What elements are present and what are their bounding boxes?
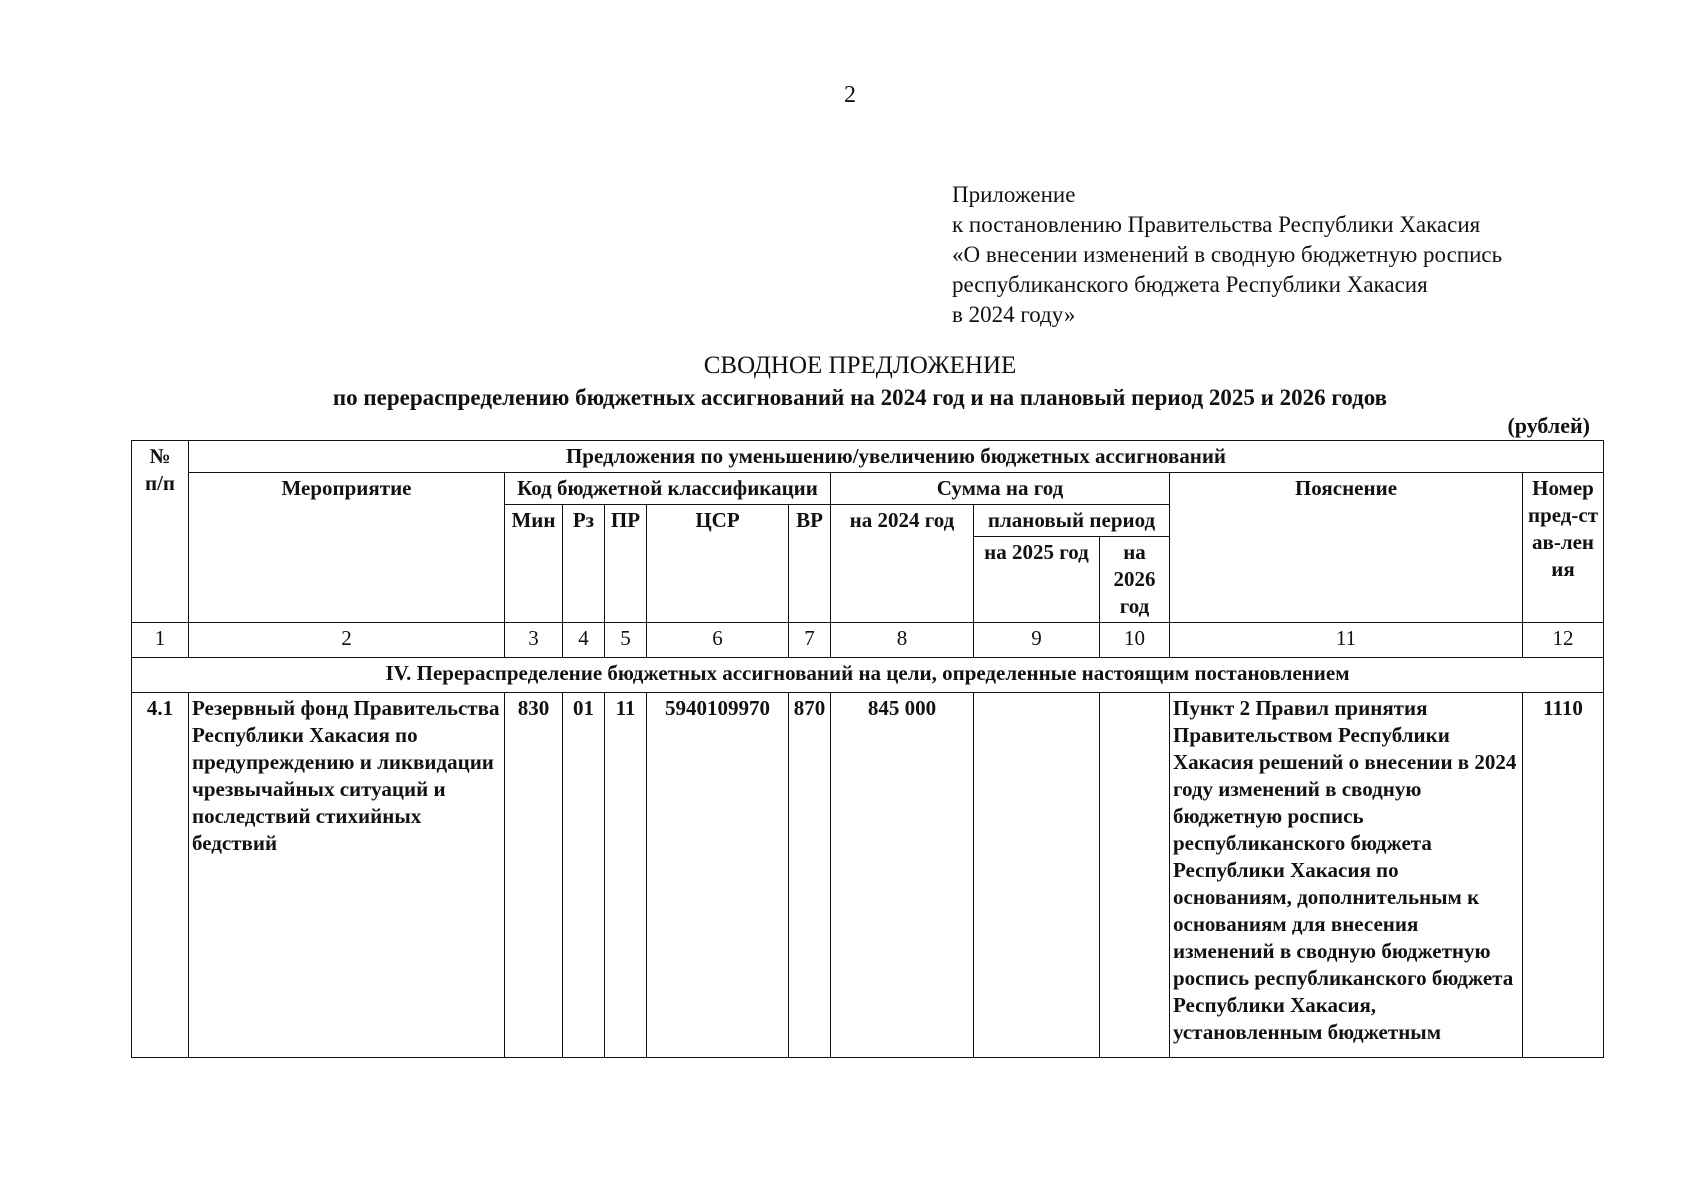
cell-num: 4.1 <box>132 693 189 1058</box>
header-budget-code: Код бюджетной классификации <box>505 473 831 505</box>
section-row <box>132 658 1604 693</box>
header-min: Мин <box>505 505 563 623</box>
column-number: 10 <box>1100 623 1170 658</box>
section-title: IV. Перераспределение бюджетных ассигнований на цели, определенные настоящим постановлением <box>132 658 1604 693</box>
appendix-line: республиканского бюджета Республики Хакасия <box>952 272 1428 297</box>
document-subtitle: по перераспределению бюджетных ассигнований на 2024 год и на плановый период 2025 и 2026 годов <box>332 385 1388 410</box>
appendix-line: «О внесении изменений в сводную бюджетную роспись <box>952 242 1503 267</box>
appendix-line: Приложение <box>952 182 1076 207</box>
header-vr: ВР <box>789 505 831 623</box>
appendix-line: в 2024 году» <box>952 302 1076 327</box>
header-row <box>132 473 1604 505</box>
header-2026: на 2026 год <box>1100 537 1170 623</box>
column-number: 2 <box>189 623 505 658</box>
column-number: 7 <box>789 623 831 658</box>
header-2024: на 2024 год <box>831 505 974 623</box>
header-sum-year: Сумма на год <box>831 473 1170 505</box>
header-csr: ЦСР <box>647 505 789 623</box>
header-2025: на 2025 год <box>974 537 1100 623</box>
column-number: 4 <box>563 623 605 658</box>
column-number: 12 <box>1523 623 1604 658</box>
column-number: 3 <box>505 623 563 658</box>
cell-event: Резервный фонд Правительства Республики Хакасия по предупреждению и ликвидации чрезвычайных ситуаций и последствий стихийных бедствий <box>189 693 505 1058</box>
column-number: 1 <box>132 623 189 658</box>
table-row <box>132 693 1604 1058</box>
header-planning-period: плановый период <box>974 505 1170 537</box>
column-number: 5 <box>605 623 647 658</box>
column-number: 6 <box>647 623 789 658</box>
header-event: Мероприятие <box>189 473 505 623</box>
header-submission-number: Номер пред-став-ления <box>1523 473 1604 623</box>
header-proposals: Предложения по уменьшению/увеличению бюджетных ассигнований <box>189 441 1604 473</box>
column-number: 9 <box>974 623 1100 658</box>
cell-vr: 870 <box>789 693 831 1058</box>
page-number: 2 <box>844 82 856 108</box>
cell-submission-number: 1110 <box>1523 693 1604 1058</box>
header-rz: Рз <box>563 505 605 623</box>
column-number: 8 <box>831 623 974 658</box>
header-explanation: Пояснение <box>1170 473 1523 623</box>
header-num: № п/п <box>132 441 189 623</box>
cell-rz: 01 <box>563 693 605 1058</box>
header-row <box>132 441 1604 473</box>
cell-explanation: Пункт 2 Правил принятия Правительством Республики Хакасия решений о внесении в 2024 году изменений в сводную бюджетную роспись республиканского бюджета Республики Хакасия по основаниям, дополнительным к основаниям для внесения изменений в сводную бюджетную роспись республиканского бюджета Республики Хакасия, установленным бюджетным <box>1170 693 1523 1058</box>
header-pr: ПР <box>605 505 647 623</box>
units-label: (рублей) <box>1507 413 1590 438</box>
appendix-block <box>952 180 1502 330</box>
appendix-line: к постановлению Правительства Республики Хакасия <box>952 212 1481 237</box>
cell-2026 <box>1100 693 1170 1058</box>
cell-pr: 11 <box>605 693 647 1058</box>
cell-csr: 5940109970 <box>647 693 789 1058</box>
document-title: СВОДНОЕ ПРЕДЛОЖЕНИЕ <box>703 352 1017 379</box>
cell-2024: 845 000 <box>831 693 974 1058</box>
budget-table <box>131 440 1604 1058</box>
cell-2025 <box>974 693 1100 1058</box>
cell-min: 830 <box>505 693 563 1058</box>
column-number: 11 <box>1170 623 1523 658</box>
column-number-row <box>132 623 1604 658</box>
